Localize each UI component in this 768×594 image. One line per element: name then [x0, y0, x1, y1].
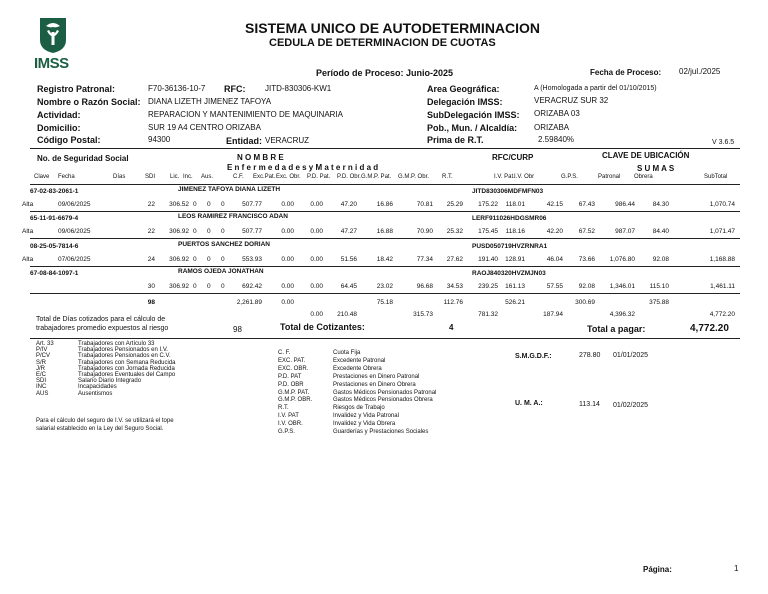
cell-sdi: 306.92 — [169, 256, 189, 263]
column-header: Lic. — [170, 174, 180, 180]
cell-excobr: 0.00 — [310, 283, 323, 290]
cell-dias: 30 — [147, 283, 155, 290]
legend-desc: Incapacidades — [78, 384, 117, 391]
legend-desc: Trabajadores Pensionados en I.V. — [78, 347, 168, 354]
worker-curp: PUSD050719HVZRNRA1 — [472, 243, 548, 250]
column-header: Clave — [34, 174, 50, 180]
divider — [30, 338, 740, 339]
legend-code: J/R — [36, 365, 45, 372]
cotizantes-label: Total de Cotizantes: — [280, 322, 365, 332]
prima-value: 2.59840% — [538, 135, 575, 144]
cell-rt: 191.40 — [478, 256, 498, 263]
smgdf-date: 01/01/2025 — [613, 352, 649, 359]
registro-value: F70-36136-10-7 — [148, 84, 206, 93]
legend-code: AUS — [36, 390, 49, 397]
cell-gmppat: 70.81 — [416, 201, 433, 208]
legend-code: P/IV — [36, 347, 48, 354]
worker-name: RAMOS OJEDA JONATHAN — [178, 268, 264, 275]
cell-sdi: 306.92 — [169, 283, 189, 290]
cell-lic: 0 — [193, 283, 197, 290]
cell-inc: 0 — [207, 201, 211, 208]
cell-aus: 0 — [221, 283, 225, 290]
column-header: C.F. — [233, 174, 244, 180]
column-header: P.D. Obr. — [337, 174, 361, 180]
cell-patronal: 986.44 — [615, 201, 635, 208]
legend-desc: Trabajadores Pensionados en C.V. — [78, 353, 171, 360]
cell-pdobr: 16.88 — [376, 228, 393, 235]
column-header: Fecha — [58, 174, 75, 180]
cell-pdpat: 47.27 — [340, 228, 357, 235]
column-header: SDI — [145, 174, 156, 180]
cell-excpat: 0.00 — [281, 201, 294, 208]
worker-fecha: 09/06/2025 — [58, 228, 91, 235]
worker-nss: 65-11-91-6679-4 — [30, 215, 79, 222]
worker-nss: 08-25-05-7814-6 — [30, 243, 79, 250]
cell-ivpat: 118.01 — [505, 201, 525, 208]
cell-sdi: 306.52 — [169, 201, 189, 208]
column-header: Inc. — [183, 174, 193, 180]
cell-inc: 0 — [207, 228, 211, 235]
divider — [30, 148, 740, 149]
column-header: I.V. Obr — [514, 174, 535, 180]
cell-obrera: 84.30 — [652, 201, 669, 208]
rfc-value: JITD-830306-KW1 — [265, 84, 332, 93]
header-clave-ubicacion: CLAVE DE UBICACIÓN — [602, 151, 690, 160]
nombre-label: Nombre o Razón Social: — [37, 97, 141, 107]
area-label: Area Geográfica: — [427, 84, 500, 94]
page-subtitle: CEDULA DE DETERMINACION DE CUOTAS — [269, 37, 496, 49]
delegacion-value: VERACRUZ SUR 32 — [534, 96, 609, 105]
cell-dias: 22 — [147, 228, 155, 235]
cell-pdobr: 16.86 — [376, 201, 393, 208]
imss-logo-icon — [38, 16, 68, 54]
cell-excobr: 0.00 — [310, 201, 323, 208]
pagina-value: 1 — [734, 564, 739, 573]
worker-nss: 67-02-83-2061-1 — [30, 188, 79, 195]
cell-dias: 22 — [147, 201, 155, 208]
cell-pdpat: 51.56 — [340, 256, 357, 263]
legend-code: S/R — [36, 359, 47, 366]
pob-value: ORIZABA — [534, 123, 570, 132]
pagina-label: Página: — [643, 565, 672, 574]
dias-text-2: trabajadores promedio expuestos al riesgo — [36, 325, 169, 332]
cell-gmpobr: 34.53 — [446, 283, 463, 290]
cell-ivpat: 161.13 — [505, 283, 525, 290]
row-divider — [30, 266, 740, 267]
cell-ivobr: 57.55 — [546, 283, 563, 290]
worker-clave: Alta — [22, 256, 34, 263]
column-header: Aus. — [201, 174, 214, 180]
divider — [30, 184, 740, 185]
cell-gmpobr: 25.29 — [446, 201, 463, 208]
cell-obrera: 115.10 — [649, 283, 669, 290]
cell-excobr: 0.00 — [310, 256, 323, 263]
legend-desc: Prestaciones en Dinero Patronal — [333, 373, 420, 380]
cell-patronal: 987.07 — [615, 228, 635, 235]
legend-desc: Invalidez y Vida Patronal — [333, 413, 399, 420]
cell-patronal: 4,396.32 — [609, 311, 635, 318]
cell-patronal: 1,076.80 — [609, 256, 635, 263]
column-header: R.T. — [442, 174, 453, 180]
legend-desc: Salario Diario Integrado — [78, 378, 142, 385]
cell-excobr: 0.00 — [310, 311, 323, 318]
version: V 3.6.5 — [712, 139, 735, 146]
worker-curp: RAOJ840320HVZMJN03 — [472, 270, 546, 277]
cell-cf: 2,261.89 — [236, 299, 262, 306]
header-rfc-curp: RFC/CURP — [492, 153, 534, 162]
cell-excpat: 0.00 — [281, 256, 294, 263]
cell-rt: 239.25 — [478, 283, 498, 290]
worker-fecha: 09/06/2025 — [58, 201, 91, 208]
cell-cf: 507.77 — [242, 201, 262, 208]
dias-text-1: Total de Días cotizados para el cálculo de — [36, 316, 166, 323]
total-pagar-value: 4,772.20 — [690, 323, 729, 334]
cell-gps: 73.66 — [578, 256, 595, 263]
nombre-value: DIANA LIZETH JIMENEZ TAFOYA — [148, 97, 272, 106]
domicilio-value: SUR 19 A4 CENTRO ORIZABA — [148, 123, 261, 132]
cell-excobr: 0.00 — [310, 228, 323, 235]
cell-patronal: 1,346.01 — [609, 283, 635, 290]
cell-gmppat: 77.34 — [416, 256, 433, 263]
cotizantes-value: 4 — [449, 323, 454, 332]
rfc-label: RFC: — [224, 84, 246, 94]
legend-code: EXC. OBR. — [278, 365, 309, 372]
legend-desc: Cuota Fija — [333, 350, 361, 356]
cell-subtotal: 4,772.20 — [709, 311, 735, 318]
worker-curp: LERF911026HDGSMR06 — [472, 215, 547, 222]
worker-name: LEOS RAMIREZ FRANCISCO ADAN — [178, 213, 288, 220]
legend-desc: Gastos Médicos Pensionados Obrera — [333, 397, 433, 404]
cell-pdpat: 47.20 — [340, 201, 357, 208]
legend-code: R.T. — [278, 405, 289, 412]
cell-ivpat: 526.21 — [505, 299, 525, 306]
dias-expuestos: 98 — [233, 325, 242, 334]
legend-code: P.D. PAT — [278, 373, 302, 380]
legend-note-1: Para el cálculo del seguro de I.V. se utilizará el tope — [36, 418, 174, 424]
worker-fecha: 07/06/2025 — [58, 256, 91, 263]
cell-ivpat: 118.16 — [505, 228, 525, 235]
legend-desc: Invalidez y Vida Obrera — [333, 421, 396, 428]
legend-code: SDI — [36, 378, 47, 385]
legend-desc: Trabajadores con Semana Reducida — [78, 359, 176, 366]
column-header: I.V. Pat. — [494, 174, 515, 180]
cell-aus: 0 — [221, 256, 225, 263]
legend-code: G.M.P. PAT. — [278, 389, 310, 396]
cell-excpat: 0.00 — [281, 228, 294, 235]
cell-pdobr: 23.02 — [376, 283, 393, 290]
cell-obrera: 84.40 — [652, 228, 669, 235]
column-header: Exc. Obr. — [276, 174, 301, 180]
logo-text: IMSS — [34, 55, 69, 72]
fecha-proceso-value: 02/jul./2025 — [679, 67, 721, 76]
column-header: G.P.S. — [561, 174, 578, 180]
uma-value: 113.14 — [579, 401, 600, 408]
legend-desc: Ausentismos — [78, 390, 113, 397]
cell-subtotal: 1,168.88 — [709, 256, 735, 263]
cp-value: 94300 — [148, 135, 171, 144]
legend-code: EXC. PAT. — [278, 357, 306, 364]
cell-cf: 553.93 — [242, 256, 262, 263]
legend-code: I.V. PAT — [278, 413, 299, 420]
cell-excpat: 0.00 — [281, 283, 294, 290]
total-pagar-label: Total a pagar: — [587, 324, 646, 334]
column-header: G.M.P. Obr. — [398, 174, 429, 180]
column-header: Obrera — [634, 174, 653, 180]
legend-note-2: salarial establecido en la Ley del Seguro Social. — [36, 426, 164, 432]
cell-dias: 98 — [147, 299, 155, 306]
cell-rt: 175.45 — [478, 228, 498, 235]
cell-gmpobr: 112.76 — [443, 299, 463, 306]
legend-desc: Prestaciones en Dinero Obrera — [333, 381, 416, 388]
entidad-value: VERACRUZ — [265, 136, 310, 145]
legend-desc: Excedente Obrera — [333, 365, 382, 372]
cell-obrera: 375.88 — [649, 299, 669, 306]
cell-ivobr: 42.15 — [546, 201, 563, 208]
cp-label: Código Postal: — [37, 135, 101, 145]
prima-label: Prima de R.T. — [427, 135, 484, 145]
cell-subtotal: 1,461.11 — [710, 283, 735, 290]
cell-pdobr: 75.18 — [376, 299, 393, 306]
pob-label: Pob., Mun. / Alcaldía: — [427, 123, 518, 133]
legend-code: P.D. OBR — [278, 381, 304, 388]
legend-desc: Guarderías y Prestaciones Sociales — [333, 429, 429, 435]
smgdf-value: 278.80 — [579, 352, 601, 359]
cell-pdpat: 210.48 — [337, 311, 357, 318]
cell-aus: 0 — [221, 201, 225, 208]
row-divider — [30, 293, 740, 294]
legend-code: G.P.S. — [278, 429, 295, 435]
cell-gps: 67.52 — [578, 228, 595, 235]
subdelegacion-value: ORIZABA 03 — [534, 109, 580, 118]
header-enfermedades: E n f e r m e d a d e s y M a t e r n i d a d — [227, 163, 379, 172]
legend-desc: Gastos Médicos Pensionados Patronal — [333, 389, 437, 396]
cell-inc: 0 — [207, 256, 211, 263]
cell-aus: 0 — [221, 228, 225, 235]
cell-sdi: 306.92 — [169, 228, 189, 235]
cell-ivobr: 187.94 — [543, 311, 563, 318]
column-header: G.M.P. Pat. — [361, 174, 392, 180]
legend-code: Art. 33 — [36, 341, 54, 347]
cell-gmppat: 70.90 — [416, 228, 433, 235]
worker-name: PUERTOS SANCHEZ DORIAN — [178, 241, 270, 248]
legend-desc: Trabajadores con Jornada Reducida — [78, 365, 175, 372]
cell-lic: 0 — [193, 228, 197, 235]
page-title: SISTEMA UNICO DE AUTODETERMINACION — [245, 20, 541, 36]
registro-label: Registro Patronal: — [37, 84, 116, 94]
legend-code: INC — [36, 384, 47, 391]
column-header: Patronal — [598, 174, 621, 180]
uma-date: 01/02/2025 — [613, 402, 649, 409]
actividad-label: Actividad: — [37, 110, 81, 120]
header-nombre: N O M B R E — [237, 153, 284, 162]
legend-desc: Trabajadores con Artículo 33 — [78, 341, 155, 347]
cell-inc: 0 — [207, 283, 211, 290]
legend-code: G.M.P. OBR. — [278, 397, 313, 404]
cell-gps: 67.43 — [578, 201, 595, 208]
header-sumas: S U M A S — [637, 164, 675, 173]
cell-obrera: 92.08 — [652, 256, 669, 263]
row-divider — [30, 238, 740, 239]
periodo-proceso: Período de Proceso: Junio-2025 — [316, 68, 454, 78]
worker-curp: JITD830306MDFMFN03 — [472, 188, 544, 195]
entidad-label: Entidad: — [226, 136, 262, 146]
cell-gmppat: 96.68 — [416, 283, 433, 290]
worker-name: JIMENEZ TAFOYA DIANA LIZETH — [178, 186, 281, 193]
domicilio-label: Domicilio: — [37, 123, 81, 133]
legend-desc: Excedente Patronal — [333, 357, 386, 364]
cell-ivpat: 128.91 — [505, 256, 525, 263]
cell-ivobr: 46.04 — [546, 256, 563, 263]
smgdf-label: S.M.G.D.F.: — [515, 353, 552, 360]
subdelegacion-label: SubDelegación IMSS: — [427, 110, 520, 120]
delegacion-label: Delegación IMSS: — [427, 97, 503, 107]
row-divider — [30, 211, 740, 212]
fecha-proceso-label: Fecha de Proceso: — [590, 68, 662, 77]
cell-gps: 92.08 — [578, 283, 595, 290]
legend-code: E/C — [36, 372, 47, 378]
cell-lic: 0 — [193, 201, 197, 208]
legend-code: C. F. — [278, 350, 291, 356]
cell-cf: 692.42 — [242, 283, 262, 290]
cell-gmppat: 315.73 — [413, 311, 433, 318]
cell-gmpobr: 27.62 — [446, 256, 463, 263]
cell-cf: 507.77 — [242, 228, 262, 235]
cell-gps: 300.69 — [575, 299, 595, 306]
legend-desc: Trabajadores Eventuales del Campo — [78, 372, 176, 378]
column-header: P.D. Pat. — [307, 174, 331, 180]
cell-subtotal: 1,070.74 — [709, 201, 735, 208]
actividad-value: REPARACION Y MANTENIMIENTO DE MAQUINARIA — [148, 110, 343, 119]
cell-subtotal: 1,071.47 — [709, 228, 735, 235]
area-value: A (Homologada a partir del 01/10/2015) — [534, 85, 657, 92]
column-header: Exc.Pat. — [253, 174, 276, 180]
cell-rt: 175.22 — [478, 201, 498, 208]
cell-gmpobr: 25.32 — [446, 228, 463, 235]
cell-pdobr: 18.42 — [376, 256, 393, 263]
cell-dias: 24 — [147, 256, 155, 263]
cell-excpat: 0.00 — [281, 299, 294, 306]
cell-rt: 781.32 — [478, 311, 498, 318]
legend-code: P/CV — [36, 353, 51, 360]
worker-nss: 67-08-84-1097-1 — [30, 270, 79, 277]
cell-ivobr: 42.20 — [546, 228, 563, 235]
worker-clave: Alta — [22, 201, 34, 208]
cell-lic: 0 — [193, 256, 197, 263]
header-nss: No. de Seguridad Social — [37, 154, 129, 163]
worker-clave: Alta — [22, 228, 34, 235]
legend-code: I.V. OBR. — [278, 421, 303, 428]
legend-desc: Riesgos de Trabajo — [333, 405, 385, 412]
column-header: Días — [113, 174, 126, 180]
column-header: SubTotal — [704, 174, 728, 180]
cell-pdpat: 64.45 — [340, 283, 357, 290]
uma-label: U. M. A.: — [515, 400, 543, 407]
